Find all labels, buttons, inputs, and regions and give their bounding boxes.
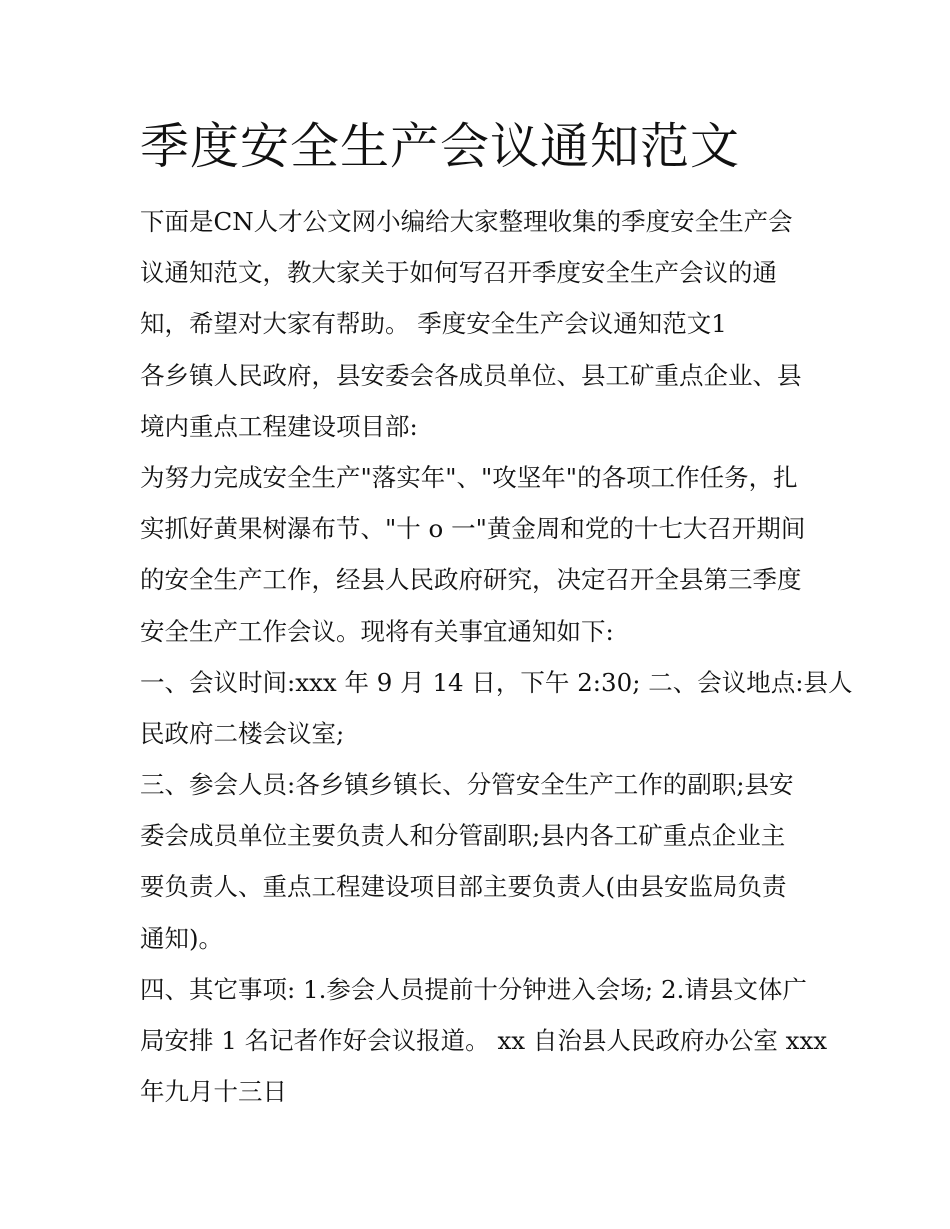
body-line: 议通知范文，教大家关于如何写召开季度安全生产会议的通 — [140, 258, 777, 288]
body-line: 知，希望对大家有帮助。 季度安全生产会议通知范文1 — [140, 309, 727, 339]
body-line: 境内重点工程建设项目部: — [140, 411, 418, 441]
body-line: 安全生产工作会议。现将有关事宜通知如下: — [140, 616, 614, 646]
document-title: 季度安全生产会议通知范文 — [140, 118, 741, 175]
body-line: 四、其它事项: 1.参会人员提前十分钟进入会场; 2.请县文体广 — [140, 974, 807, 1004]
body-line: 委会成员单位主要负责人和分管副职;县内各工矿重点企业主 — [140, 821, 786, 851]
body-line: 民政府二楼会议室; — [140, 718, 345, 748]
body-line: 为努力完成安全生产"落实年"、"攻坚年"的各项工作任务，扎 — [140, 462, 798, 492]
body-line: 要负责人、重点工程建设项目部主要负责人(由县安监局负责 — [140, 872, 787, 902]
body-line: 一、会议时间:xxx 年 9 月 14 日，下午 2:30; 二、会议地点:县人 — [140, 667, 853, 697]
body-line: 实抓好黄果树瀑布节、"十 o 一"黄金周和党的十七大召开期间 — [140, 514, 806, 544]
document-body — [140, 196, 853, 1117]
body-line: 各乡镇人民政府，县安委会各成员单位、县工矿重点企业、县 — [140, 360, 802, 390]
body-line: 三、参会人员:各乡镇乡镇长、分管安全生产工作的副职;县安 — [140, 770, 794, 800]
body-line: 下面是CN人才公文网小编给大家整理收集的季度安全生产会 — [140, 207, 793, 236]
body-line: 年九月十三日 — [140, 1077, 287, 1107]
body-line: 通知)。 — [140, 923, 224, 953]
body-line: 局安排 1 名记者作好会议报道。 xx 自治县人民政府办公室 xxx — [140, 1026, 828, 1055]
body-line: 的安全生产工作，经县人民政府研究，决定召开全县第三季度 — [140, 565, 802, 595]
